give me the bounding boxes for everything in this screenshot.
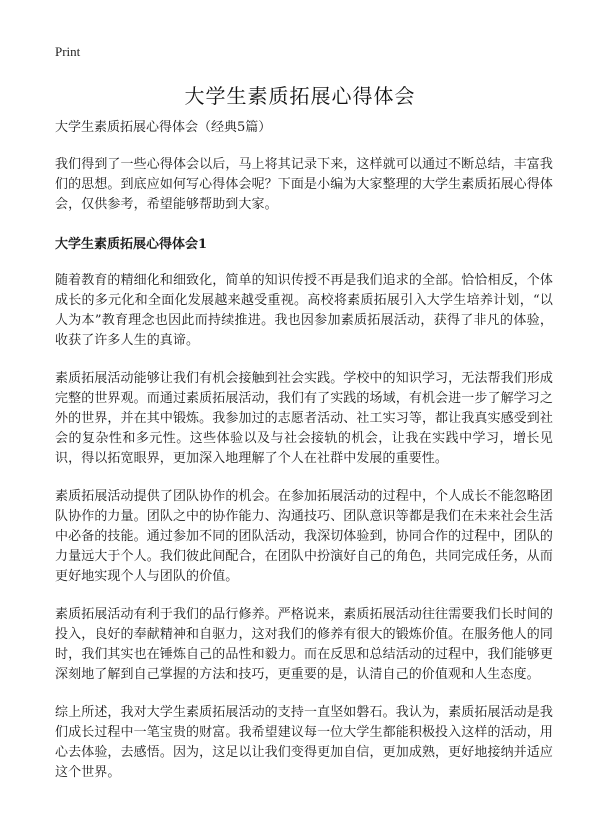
body-paragraph: 素质拓展活动有利于我们的品行修养。严格说来，素质拓展活动往往需要我们长时间的投入，良好的奉献精神和自驱力，这对我们的修养有很大的锻炼价值。在服务他人的同时，我们其实也在锤炼自己的品性和毅力。而在反思和总结活动的过程中，我们能够更深刻地了解到自己掌握的方法和技巧，更重要的是，认清自己的价值观和人生态度。: [55, 607, 553, 682]
body-paragraph: 随着教育的精细化和细致化，简单的知识传授不再是我们追求的全部。恰恰相反，个体成长的多元化和全面化发展越来越受重视。高校将素质拓展引入大学生培养计划，“以人为本”教育理念也因此而持续推进。我也因参加素质拓展活动，获得了非凡的体验，收获了许多人生的真谛。: [55, 273, 553, 348]
page-title: 大学生素质拓展心得体会: [184, 84, 416, 108]
body-paragraph: 素质拓展活动能够让我们有机会接触到社会实践。学校中的知识学习，无法帮我们形成完整的世界观。而通过素质拓展活动，我们有了实践的场域，有机会进一步了解学习之外的世界，并在其中锻炼。我参加过的志愿者活动、社工实习等，都让我真实感受到社会的复杂性和多元性。这些体验以及与社会接轨的机会，让我在实践中学习，增长见识，得以拓宽眼界，更加深入地理解了个人在社群中发展的重要性。: [55, 371, 553, 466]
body-paragraph: 素质拓展活动提供了团队协作的机会。在参加拓展活动的过程中，个人成长不能忽略团队协作的力量。团队之中的协作能力、沟通技巧、团队意识等都是我们在未来社会生活中必备的技能。通过参加不同的团队活动，我深切体验到，协同合作的过程中，团队的力量远大于个人。我们彼此间配合，在团队中扮演好自己的角色，共同完成任务，从而更好地实现个人与团队的价值。: [55, 489, 553, 584]
document-body: [55, 118, 553, 801]
section-heading: 大学生素质拓展心得体会1: [55, 237, 208, 252]
document-subtitle: 大学生素质拓展心得体会（经典5篇）: [55, 120, 272, 135]
intro-paragraph: 我们得到了一些心得体会以后，马上将其记录下来，这样就可以通过不断总结，丰富我们的思想。到底应如何写心得体会呢？下面是小编为大家整理的大学生素质拓展心得体会，仅供参考，希望能够帮助到大家。: [55, 157, 553, 212]
print-label: Print: [55, 44, 81, 59]
body-paragraph: 综上所述，我对大学生素质拓展活动的支持一直坚如磐石。我认为，素质拓展活动是我们成长过程中一笔宝贵的财富。我希望建议每一位大学生都能积极投入这样的活动，用心去体验，去感悟。因为，这足以让我们变得更加自信，更加成熟，更好地接纳并适应这个世界。: [55, 705, 553, 780]
